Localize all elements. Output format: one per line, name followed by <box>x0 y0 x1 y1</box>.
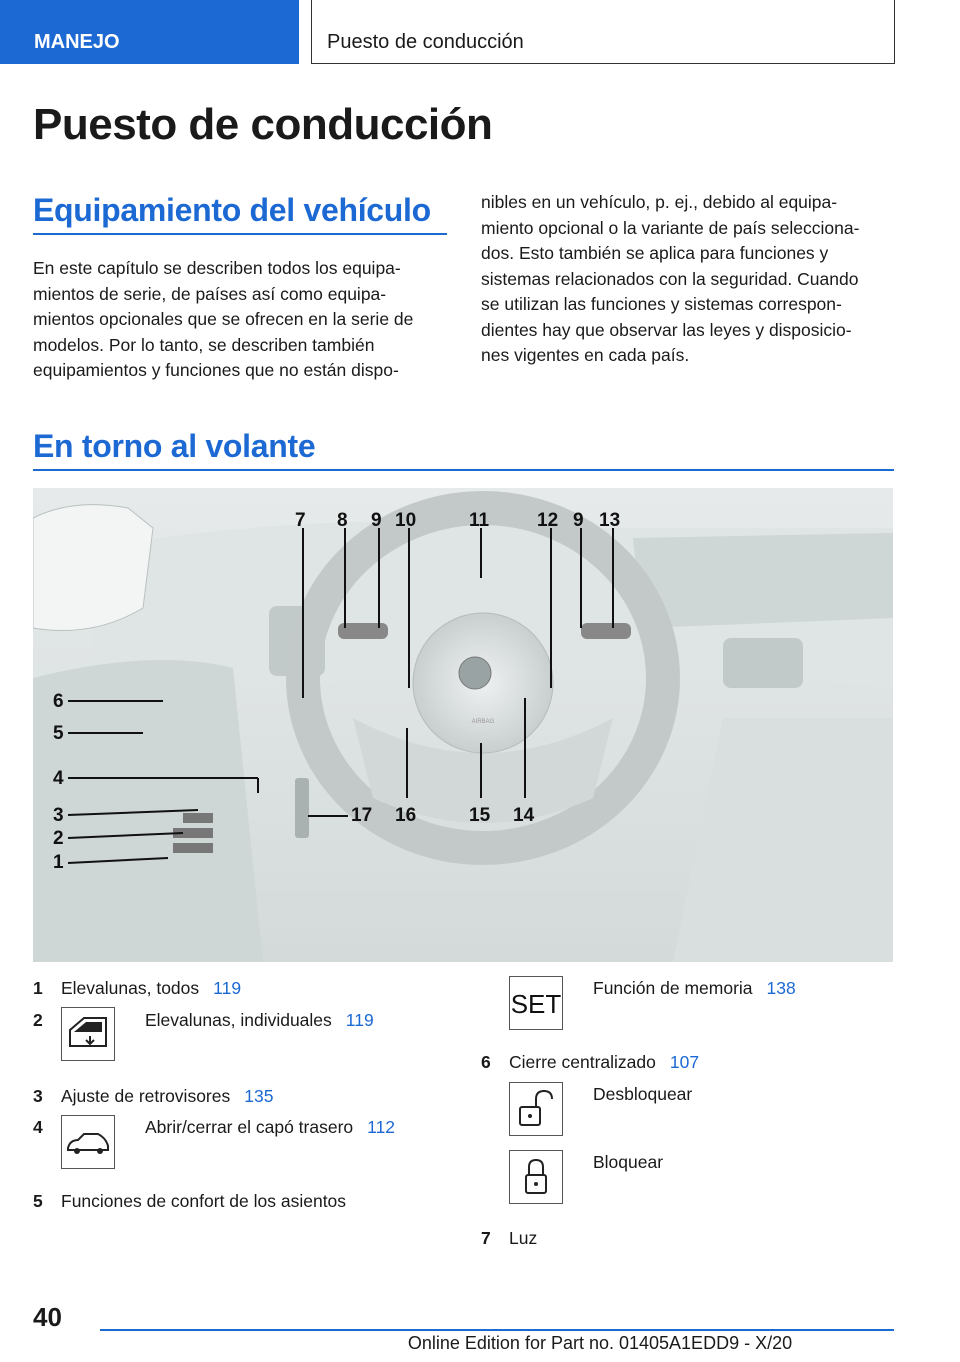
legend-item-6: 6 Cierre centralizado 107 <box>481 1052 700 1072</box>
tailgate-icon <box>61 1115 115 1169</box>
equipment-text-col1: En este capítulo se describen todos los equipa- mientos de serie, de países así como equipa- mientos opcionales que se ofrecen en la serie de modelos. Por lo tanto, se describen también equipamientos y funciones que no están dispo- <box>33 258 414 380</box>
page-title: Puesto de conducción <box>33 100 493 149</box>
callout-7: 7 <box>295 510 306 531</box>
steering-rule <box>33 469 894 471</box>
callout-14: 14 <box>513 805 535 826</box>
legend-item-5: 5 Funciones de confort de los asientos <box>33 1191 347 1211</box>
steering-heading: En torno al volante <box>33 428 316 464</box>
legend-item-1: 1 Elevalunas, todos 119 <box>33 978 242 998</box>
chapter-header: Puesto de conducción <box>311 0 895 64</box>
callout-2: 2 <box>53 828 64 849</box>
page-ref[interactable]: 138 <box>766 978 796 998</box>
callout-15: 15 <box>469 805 491 826</box>
footer-edition: Online Edition for Part no. 01405A1EDD9 - X/20 <box>407 1333 793 1353</box>
legend-item-2: 2 <box>33 1010 43 1030</box>
window-lift-icon <box>61 1007 115 1061</box>
section-tab: MANEJO <box>0 0 299 64</box>
callout-1: 1 <box>53 852 64 873</box>
memory-set-icon <box>509 976 563 1030</box>
pedal-shape <box>295 778 309 838</box>
right-stalk <box>581 623 631 639</box>
callout-16: 16 <box>395 805 417 826</box>
legend-unlock: Desbloquear <box>593 1084 693 1104</box>
svg-text:SET: SET <box>510 989 562 1019</box>
legend-memory: Función de memoria 138 <box>593 978 796 998</box>
callout-3: 3 <box>53 805 64 826</box>
bmw-logo <box>459 657 491 689</box>
callout-13: 13 <box>599 510 621 531</box>
callout-6: 6 <box>53 691 64 712</box>
page-ref[interactable]: 135 <box>244 1086 274 1106</box>
page-number: 40 <box>33 1302 62 1332</box>
callout-12: 12 <box>537 510 559 531</box>
callout-10: 10 <box>395 510 417 531</box>
page-ref[interactable]: 112 <box>367 1117 396 1137</box>
equipment-rule <box>33 233 447 235</box>
airbag-label: AIRBAG <box>471 719 495 725</box>
callout-9-right: 9 <box>573 510 584 531</box>
legend-item-4-text: Abrir/cerrar el capó trasero 112 <box>145 1117 396 1137</box>
mirror-shape <box>33 505 153 631</box>
screen-shape <box>633 533 893 628</box>
page-ref[interactable]: 119 <box>345 1010 374 1030</box>
legend-item-2-text: Elevalunas, individuales 119 <box>145 1010 374 1030</box>
callout-4: 4 <box>53 768 64 789</box>
equipment-text-col2: nibles en un vehículo, p. ej., debido al equipa- miento opcional o la variante de país selecciona- dos. Esto también se aplica para funciones y sistemas relacionados con la seguridad. Cuando se utilizan las funciones y sistemas correspon- dientes hay que observar las leyes y disposicio- nes vigentes en cada país. <box>481 192 860 365</box>
equipment-heading: Equipamiento del vehículo <box>33 192 431 228</box>
page-ref[interactable]: 119 <box>213 978 242 998</box>
legend-item-3: 3 Ajuste de retrovisores 135 <box>33 1086 274 1106</box>
footer-rule <box>100 1329 894 1331</box>
window-switch-2 <box>173 843 213 853</box>
callout-9-left: 9 <box>371 510 382 531</box>
page-ref[interactable]: 107 <box>669 1052 700 1072</box>
mirror-switch <box>183 813 213 823</box>
unlock-icon <box>509 1082 563 1136</box>
center-vent <box>723 638 803 688</box>
legend-item-4: 4 <box>33 1117 43 1137</box>
callout-17: 17 <box>351 805 373 826</box>
callout-5: 5 <box>53 723 64 744</box>
callout-8: 8 <box>337 510 348 531</box>
legend-item-7: 7 Luz <box>481 1228 538 1248</box>
lock-icon <box>509 1150 563 1204</box>
cockpit-illustration <box>33 488 893 962</box>
legend-lock: Bloquear <box>593 1152 664 1172</box>
callout-11: 11 <box>469 510 490 531</box>
